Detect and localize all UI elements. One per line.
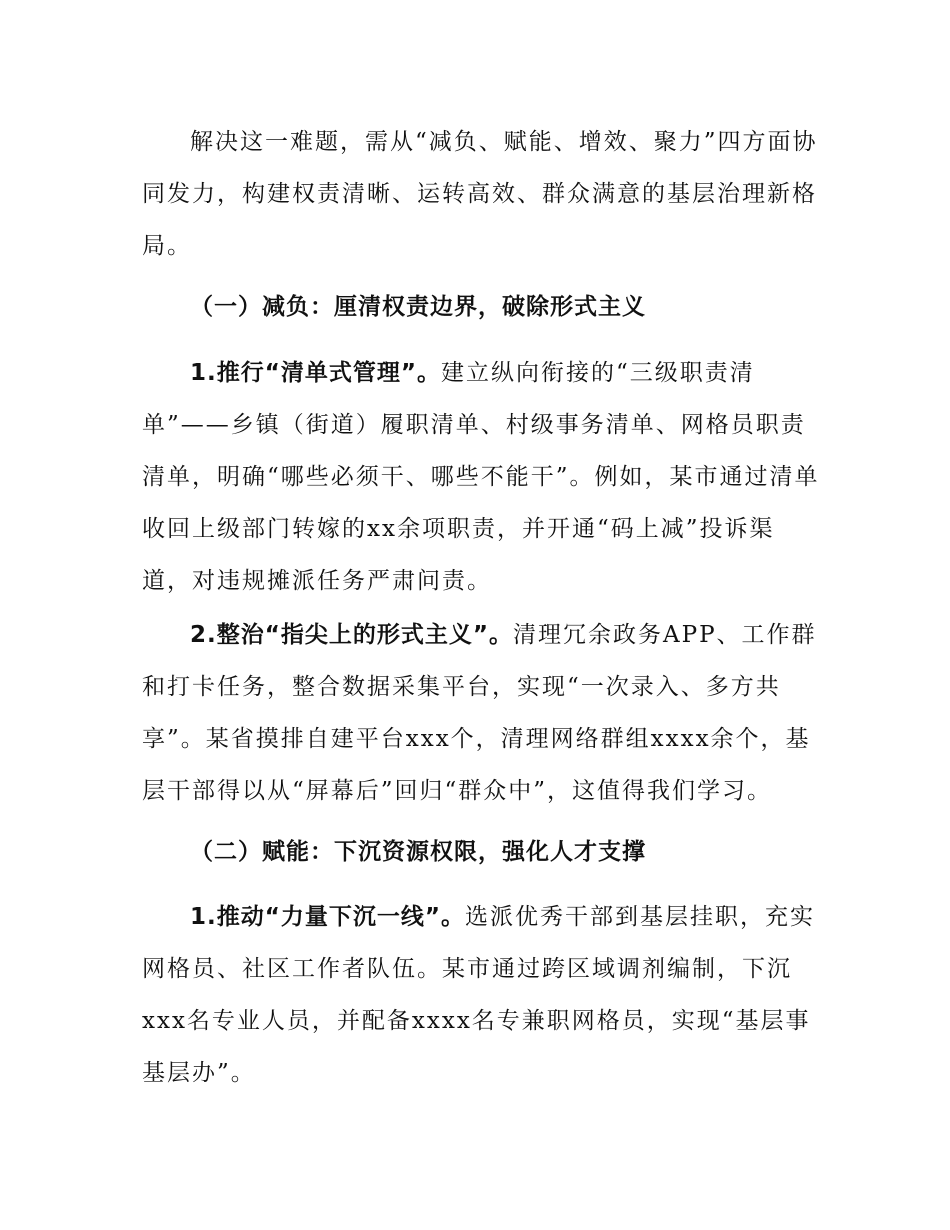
section2-heading: （二）赋能：下沉资源权限，强化人才支撑: [190, 839, 646, 865]
item2-body: 清理冗余政务APP、工作群和打卡任务，整合数据采集平台，实现“一次录入、多方共享”。某省摸排自建平台xxx个，清理网络群组xxxx余个，基层干部得以从“屏幕后”回归“群众中”，这值得我们学习。: [142, 622, 817, 804]
item1-paragraph: [142, 347, 822, 607]
item1-body: 建立纵向衔接的“三级职责清单”——乡镇（街道）履职清单、村级事务清单、网格员职责清单，明确“哪些必须干、哪些不能干”。例如，某市通过清单收回上级部门转嫁的xx余项职责，并开通“码上减”投诉渠道，对违规摊派任务严肃问责。: [142, 360, 820, 594]
item1-lead: 1.推行“清单式管理”。: [190, 360, 441, 386]
item3-paragraph: [142, 891, 822, 1099]
item3-lead: 1.推动“力量下沉一线”。: [190, 904, 465, 930]
item2-paragraph: [142, 609, 822, 817]
item2-lead: 2.整治“指尖上的形式主义”。: [190, 622, 513, 648]
intro-text: 解决这一难题，需从“减负、赋能、增效、聚力”四方面协同发力，构建权责清晰、运转高效、群众满意的基层治理新格局。: [142, 129, 818, 259]
item3-body: 选派优秀干部到基层挂职，充实网格员、社区工作者队伍。某市通过跨区域调剂编制，下沉xxx名专业人员，并配备xxxx名专兼职网格员，实现“基层事基层办”。: [142, 904, 815, 1086]
section1-heading: （一）减负：厘清权责边界，破除形式主义: [190, 294, 646, 320]
intro-paragraph: [142, 116, 822, 272]
